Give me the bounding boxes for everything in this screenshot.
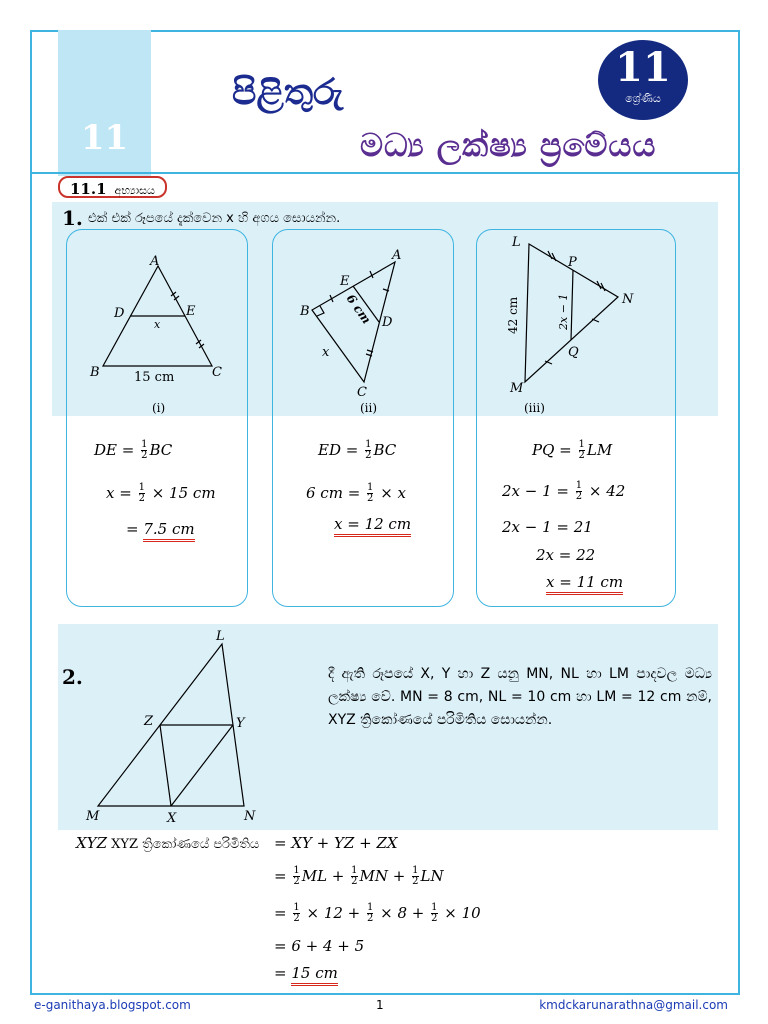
fraction-one-half: $\frac{1}{2}$ — [141, 439, 148, 461]
exercise-number: 11.1 — [70, 180, 107, 198]
sol-iii-line-3: 2x − 1 = 21 — [502, 518, 593, 536]
exercise-label: අභ්‍යාසය — [114, 184, 155, 197]
sol-iii-line-4: 2x = 22 — [536, 546, 596, 564]
sol-i-line-2: x = $\frac{1}{2}$ × 15 cm — [106, 482, 216, 504]
q2-line-4: = 6 + 4 + 5 — [274, 937, 365, 955]
footer-email-link[interactable]: kmdckarunarathna@gmail.com — [539, 998, 728, 1012]
fig-ii-label: (ii) — [360, 401, 378, 415]
fraction-one-half: $\frac{1}{2}$ — [293, 902, 300, 924]
fraction-one-half: $\frac{1}{2}$ — [367, 902, 374, 924]
fig-ii-vertex-c: C — [357, 385, 367, 400]
fig-iii-label: (iii) — [524, 401, 545, 415]
page-number: 1 — [376, 998, 384, 1012]
q2-text: දී ඇති රූපයේ X, Y හා Z යනු MN, NL හා LM පාදවල මධ්‍ය ලක්ෂ්‍ය වේ. MN = 8 cm, NL = 10 cm හා LM = 12 cm නම්, XYZ ත්‍රිකෝණයේ පරිමිතිය සොයන්න. — [328, 666, 712, 728]
sol-i-answer: = 7.5 cm — [126, 520, 195, 538]
q2-line-2: = $\frac{1}{2}$ ML + $\frac{1}{2}$ MN + $\frac{1}{2}$ LN — [274, 865, 444, 887]
fraction-one-half: $\frac{1}{2}$ — [293, 865, 300, 887]
fig-i-vertex-a: A — [150, 254, 160, 269]
fig-i-label: (i) — [152, 401, 166, 415]
sol-ii-line-1: ED = $\frac{1}{2}$ BC — [318, 439, 397, 461]
q1-number: 1. — [62, 206, 83, 230]
fig-iii-vertex-m: M — [510, 381, 524, 396]
fraction-one-half: $\frac{1}{2}$ — [367, 482, 374, 504]
fig-ii-mid-label: 6 cm — [343, 291, 374, 327]
grade-number: 11 — [615, 44, 671, 91]
footer-blog-link[interactable]: e-ganithaya.blogspot.com — [34, 998, 191, 1012]
q2-vertex-m: M — [86, 809, 100, 824]
fig-ii-vertex-b: B — [300, 304, 310, 319]
fig-ii-vertex-a: A — [392, 248, 402, 263]
fig-i-vertex-e: E — [186, 304, 196, 319]
sol-iii-line-2: 2x − 1 = $\frac{1}{2}$ × 42 — [502, 480, 626, 502]
sol-iii-answer: x = 11 cm — [546, 573, 623, 591]
grade-label: ශ්‍රේණිය — [625, 92, 661, 105]
fraction-one-half: $\frac{1}{2}$ — [578, 439, 585, 461]
q2-line-1: = XY + YZ + ZX — [274, 834, 398, 852]
fig-iii-side-label: 42 cm — [506, 296, 520, 334]
fig-iii-vertex-l: L — [512, 235, 521, 250]
fig-iii-vertex-n: N — [622, 292, 634, 307]
fig-iii-mid-label: 2x − 1 — [557, 293, 570, 330]
fig-i-vertex-d: D — [114, 306, 125, 321]
q2-lhs-text: XYZ ත්‍රිකෝණයේ පරිමිතිය — [111, 837, 260, 852]
fig-i-base-label: 15 cm — [134, 370, 175, 385]
sol-iii-line-1: PQ = $\frac{1}{2}$ LM — [532, 439, 613, 461]
fraction-one-half: $\frac{1}{2}$ — [365, 439, 372, 461]
fraction-one-half: $\frac{1}{2}$ — [351, 865, 358, 887]
sol-ii-answer: x = 12 cm — [334, 515, 411, 533]
q2-vertex-z: Z — [144, 714, 154, 729]
fig-iii-vertex-q: Q — [568, 345, 579, 360]
q2-line-3: = $\frac{1}{2}$ × 12 + $\frac{1}{2}$ × 8 + $\frac{1}{2}$ × 10 — [274, 902, 481, 924]
fraction-one-half: $\frac{1}{2}$ — [575, 480, 583, 502]
unit-number: 11 — [80, 118, 129, 158]
fraction-one-half: $\frac{1}{2}$ — [431, 902, 438, 924]
fig-ii-vertex-e: E — [340, 274, 350, 289]
fraction-one-half: $\frac{1}{2}$ — [412, 865, 419, 887]
q1-text: එක් එක් රූපයේ දැක්වෙන x හි අගය සොයන්න. — [88, 211, 341, 226]
fig-i-mid-label: x — [154, 318, 161, 331]
sol-i-line-1: DE = $\frac{1}{2}$ BC — [94, 439, 173, 461]
fig-ii-side-label: x — [322, 345, 330, 360]
sol-ii-line-2: 6 cm = $\frac{1}{2}$ × x — [306, 482, 406, 504]
q2-vertex-x: X — [167, 811, 177, 826]
q2-vertex-n: N — [244, 809, 256, 824]
fig-i-vertex-b: B — [90, 365, 100, 380]
page-title: පිළිතුරු — [232, 72, 344, 113]
q2-number: 2. — [62, 665, 83, 689]
q2-answer: = 15 cm — [274, 964, 338, 982]
page-subtitle: මධ්‍ය ලක්ෂ්‍ය ප්‍රමේයය — [360, 126, 657, 164]
fig-i-vertex-c: C — [212, 365, 222, 380]
fraction-one-half: $\frac{1}{2}$ — [138, 482, 145, 504]
fig-iii-vertex-p: P — [568, 255, 577, 270]
q2-vertex-y: Y — [236, 716, 245, 731]
q2-vertex-l: L — [216, 629, 225, 644]
q2-lhs-label: XYZ XYZ ත්‍රිකෝණයේ පරිමිතිය — [76, 834, 260, 852]
fig-ii-vertex-d: D — [382, 315, 393, 330]
